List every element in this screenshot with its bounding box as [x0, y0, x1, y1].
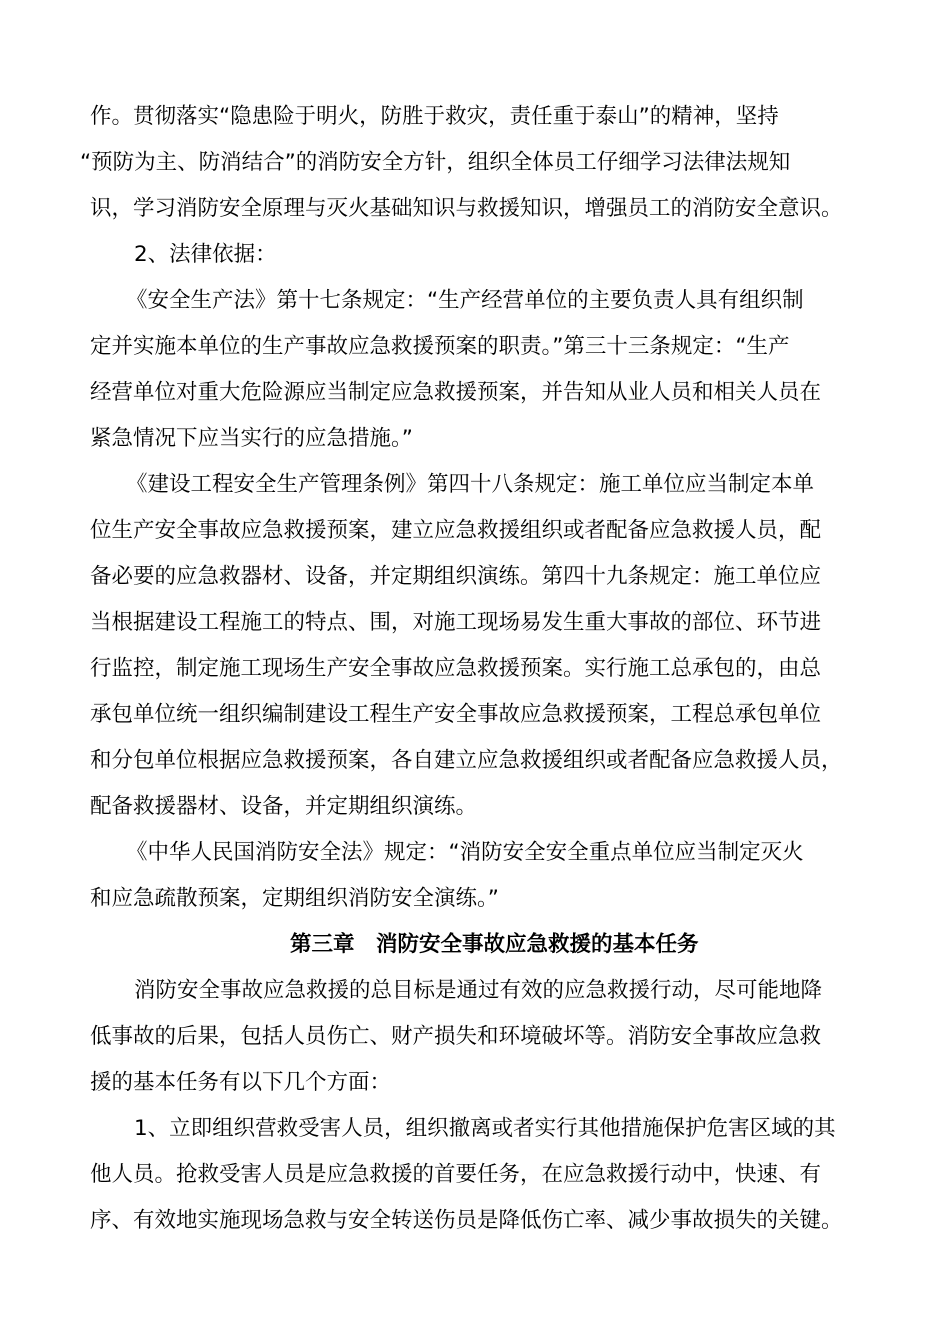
chapter-heading: 第三章 消防安全事故应急救援的基本任务 — [290, 932, 699, 957]
text-line: 《中华人民国消防安全法》规定：“消防安全安全重点单位应当制定灭火 — [126, 840, 804, 865]
text-line: 位生产安全事故应急救援预案，建立应急救援组织或者配备应急救援人员，配 — [90, 518, 822, 543]
text-line: 和应急疏散预案，定期组织消防安全演练。” — [90, 886, 499, 911]
text-line: 低事故的后果，包括人员伤亡、财产损失和环境破坏等。消防安全事故应急救 — [90, 1024, 822, 1049]
text-line: 承包单位统一组织编制建设工程生产安全事故应急救援预案，工程总承包单位 — [90, 702, 822, 727]
text-line: 配备救援器材、设备，并定期组织演练。 — [90, 794, 478, 819]
text-line: 当根据建设工程施工的特点、围，对施工现场易发生重大事故的部位、环节进 — [90, 610, 822, 635]
text-line: 紧急情况下应当实行的应急措施。” — [90, 426, 413, 451]
text-line: 经营单位对重大危险源应当制定应急救援预案，并告知从业人员和相关人员在 — [90, 380, 822, 405]
text-line: 消防安全事故应急救援的总目标是通过有效的应急救援行动，尽可能地降 — [134, 978, 823, 1003]
text-line: 1、立即组织营救受害人员，组织撤离或者实行其他措施保护危害区域的其 — [134, 1116, 836, 1141]
text-line: “预防为主、防消结合”的消防安全方针，组织全体员工仔细学习法律法规知 — [80, 150, 791, 175]
text-line: 援的基本任务有以下几个方面： — [90, 1070, 392, 1095]
text-line: 《安全生产法》第十七条规定：“生产经营单位的主要负责人具有组织制 — [126, 288, 804, 313]
text-line: 《建设工程安全生产管理条例》第四十八条规定：施工单位应当制定本单 — [126, 472, 815, 497]
text-line: 2、法律依据： — [134, 242, 277, 267]
text-line: 和分包单位根据应急救援预案，各自建立应急救援组织或者配备应急救援人员， — [90, 748, 843, 773]
text-line: 备必要的应急救器材、设备，并定期组织演练。第四十九条规定：施工单位应 — [90, 564, 822, 589]
text-line: 定并实施本单位的生产事故应急救援预案的职责。”第三十三条规定：“生产 — [90, 334, 790, 359]
text-line: 作。贯彻落实“隐患险于明火，防胜于救灾，责任重于泰山”的精神，坚持 — [90, 104, 779, 129]
text-line: 序、有效地实施现场急救与安全转送伤员是降低伤亡率、减少事故损失的关键。 — [90, 1208, 843, 1233]
text-line: 他人员。抢救受害人员是应急救援的首要任务，在应急救援行动中，快速、有 — [90, 1162, 822, 1187]
text-line: 识，学习消防安全原理与灭火基础知识与救援知识，增强员工的消防安全意识。 — [90, 196, 843, 221]
text-line: 行监控，制定施工现场生产安全事故应急救援预案。实行施工总承包的，由总 — [90, 656, 822, 681]
